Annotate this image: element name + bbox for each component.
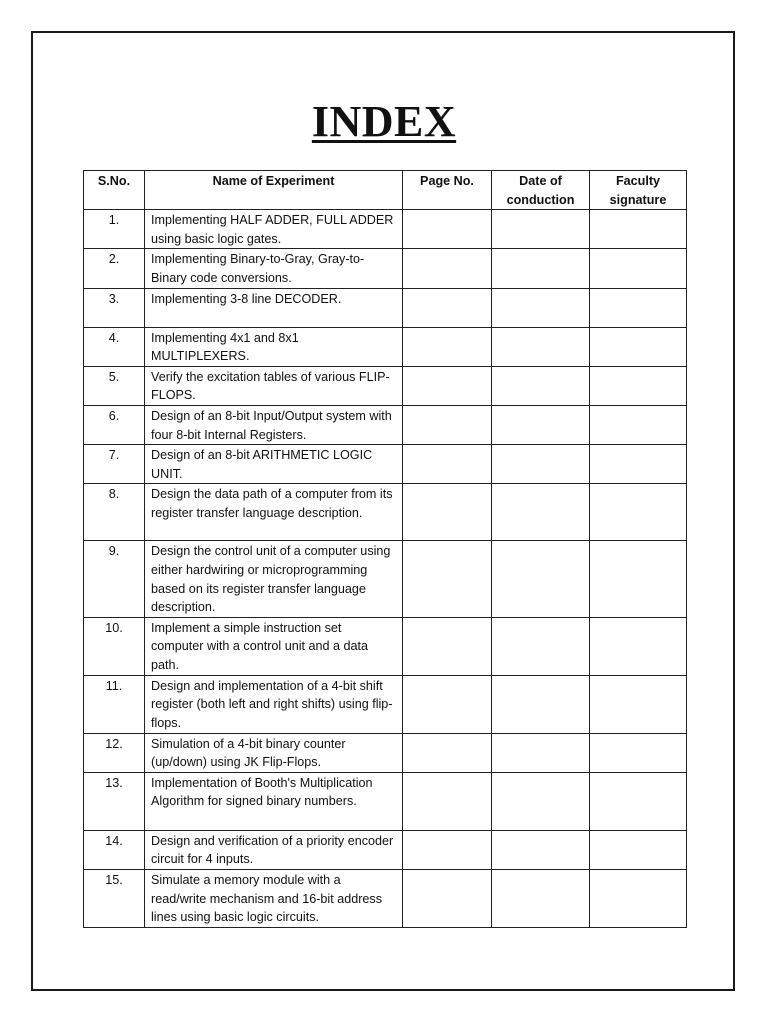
cell-page: [403, 288, 492, 327]
table-row: [84, 366, 687, 405]
cell-date: [492, 210, 590, 249]
cell-signature: [590, 405, 687, 444]
cell-page: [403, 249, 492, 288]
cell-page: [403, 733, 492, 772]
cell-sno: 1.: [84, 210, 145, 249]
cell-date: [492, 405, 590, 444]
cell-page: [403, 617, 492, 675]
cell-name: Implementation of Booth's Multiplication Algorithm for signed binary numbers.: [145, 772, 403, 830]
table-row: [84, 484, 687, 541]
cell-name: Design and verification of a priority encoder circuit for 4 inputs.: [145, 830, 403, 869]
cell-date: [492, 249, 590, 288]
cell-signature: [590, 733, 687, 772]
cell-page: [403, 772, 492, 830]
cell-page: [403, 870, 492, 928]
column-header-sno: S.No.: [84, 171, 145, 210]
table-row: [84, 870, 687, 928]
column-header-signature: Faculty signature: [590, 171, 687, 210]
table-body: [84, 210, 687, 928]
cell-name: Design of an 8-bit Input/Output system with four 8-bit Internal Registers.: [145, 405, 403, 444]
cell-date: [492, 288, 590, 327]
table-row: [84, 733, 687, 772]
table-row: [84, 288, 687, 327]
cell-page: [403, 366, 492, 405]
cell-sno: 9.: [84, 541, 145, 617]
cell-name: Design the control unit of a computer using either hardwiring or microprogramming based on its register transfer language description.: [145, 541, 403, 617]
cell-date: [492, 484, 590, 541]
cell-name: Implementing HALF ADDER, FULL ADDER using basic logic gates.: [145, 210, 403, 249]
cell-sno: 13.: [84, 772, 145, 830]
cell-signature: [590, 288, 687, 327]
cell-signature: [590, 541, 687, 617]
cell-page: [403, 210, 492, 249]
cell-signature: [590, 249, 687, 288]
cell-sno: 4.: [84, 327, 145, 366]
cell-page: [403, 405, 492, 444]
cell-name: Verify the excitation tables of various FLIP-FLOPS.: [145, 366, 403, 405]
cell-signature: [590, 327, 687, 366]
cell-sno: 6.: [84, 405, 145, 444]
cell-sno: 8.: [84, 484, 145, 541]
cell-sno: 15.: [84, 870, 145, 928]
cell-page: [403, 830, 492, 869]
cell-page: [403, 327, 492, 366]
cell-name: Design of an 8-bit ARITHMETIC LOGIC UNIT.: [145, 445, 403, 484]
cell-date: [492, 733, 590, 772]
table-row: [84, 541, 687, 617]
column-header-page: Page No.: [403, 171, 492, 210]
table-row: [84, 327, 687, 366]
cell-sno: 14.: [84, 830, 145, 869]
table-row: [84, 249, 687, 288]
cell-date: [492, 541, 590, 617]
column-header-name: Name of Experiment: [145, 171, 403, 210]
cell-sno: 3.: [84, 288, 145, 327]
cell-signature: [590, 830, 687, 869]
cell-page: [403, 484, 492, 541]
cell-signature: [590, 870, 687, 928]
cell-sno: 10.: [84, 617, 145, 675]
page-title: INDEX: [311, 97, 457, 146]
table-row: [84, 675, 687, 733]
cell-date: [492, 327, 590, 366]
cell-sno: 7.: [84, 445, 145, 484]
cell-signature: [590, 445, 687, 484]
cell-date: [492, 445, 590, 484]
cell-name: Implement a simple instruction set computer with a control unit and a data path.: [145, 617, 403, 675]
table-row: [84, 830, 687, 869]
cell-date: [492, 675, 590, 733]
cell-date: [492, 366, 590, 405]
cell-name: Implementing 4x1 and 8x1 MULTIPLEXERS.: [145, 327, 403, 366]
table-header-row: [84, 171, 687, 210]
table-row: [84, 772, 687, 830]
cell-page: [403, 675, 492, 733]
cell-date: [492, 772, 590, 830]
table-row: [84, 405, 687, 444]
table-row: [84, 210, 687, 249]
cell-sno: 11.: [84, 675, 145, 733]
cell-date: [492, 830, 590, 869]
cell-signature: [590, 675, 687, 733]
cell-name: Implementing Binary-to-Gray, Gray-to-Binary code conversions.: [145, 249, 403, 288]
cell-date: [492, 870, 590, 928]
cell-page: [403, 541, 492, 617]
cell-name: Design the data path of a computer from its register transfer language description.: [145, 484, 403, 541]
cell-name: Simulation of a 4-bit binary counter (up/down) using JK Flip-Flops.: [145, 733, 403, 772]
index-table: [83, 170, 687, 928]
cell-signature: [590, 772, 687, 830]
table-row: [84, 445, 687, 484]
cell-sno: 12.: [84, 733, 145, 772]
cell-signature: [590, 617, 687, 675]
cell-sno: 2.: [84, 249, 145, 288]
cell-signature: [590, 484, 687, 541]
cell-name: Simulate a memory module with a read/write mechanism and 16-bit address lines using basic logic circuits.: [145, 870, 403, 928]
cell-name: Implementing 3-8 line DECODER.: [145, 288, 403, 327]
cell-signature: [590, 366, 687, 405]
cell-name: Design and implementation of a 4-bit shift register (both left and right shifts) using flip-flops.: [145, 675, 403, 733]
cell-signature: [590, 210, 687, 249]
column-header-date: Date of conduction: [492, 171, 590, 210]
cell-sno: 5.: [84, 366, 145, 405]
cell-date: [492, 617, 590, 675]
cell-page: [403, 445, 492, 484]
table-row: [84, 617, 687, 675]
